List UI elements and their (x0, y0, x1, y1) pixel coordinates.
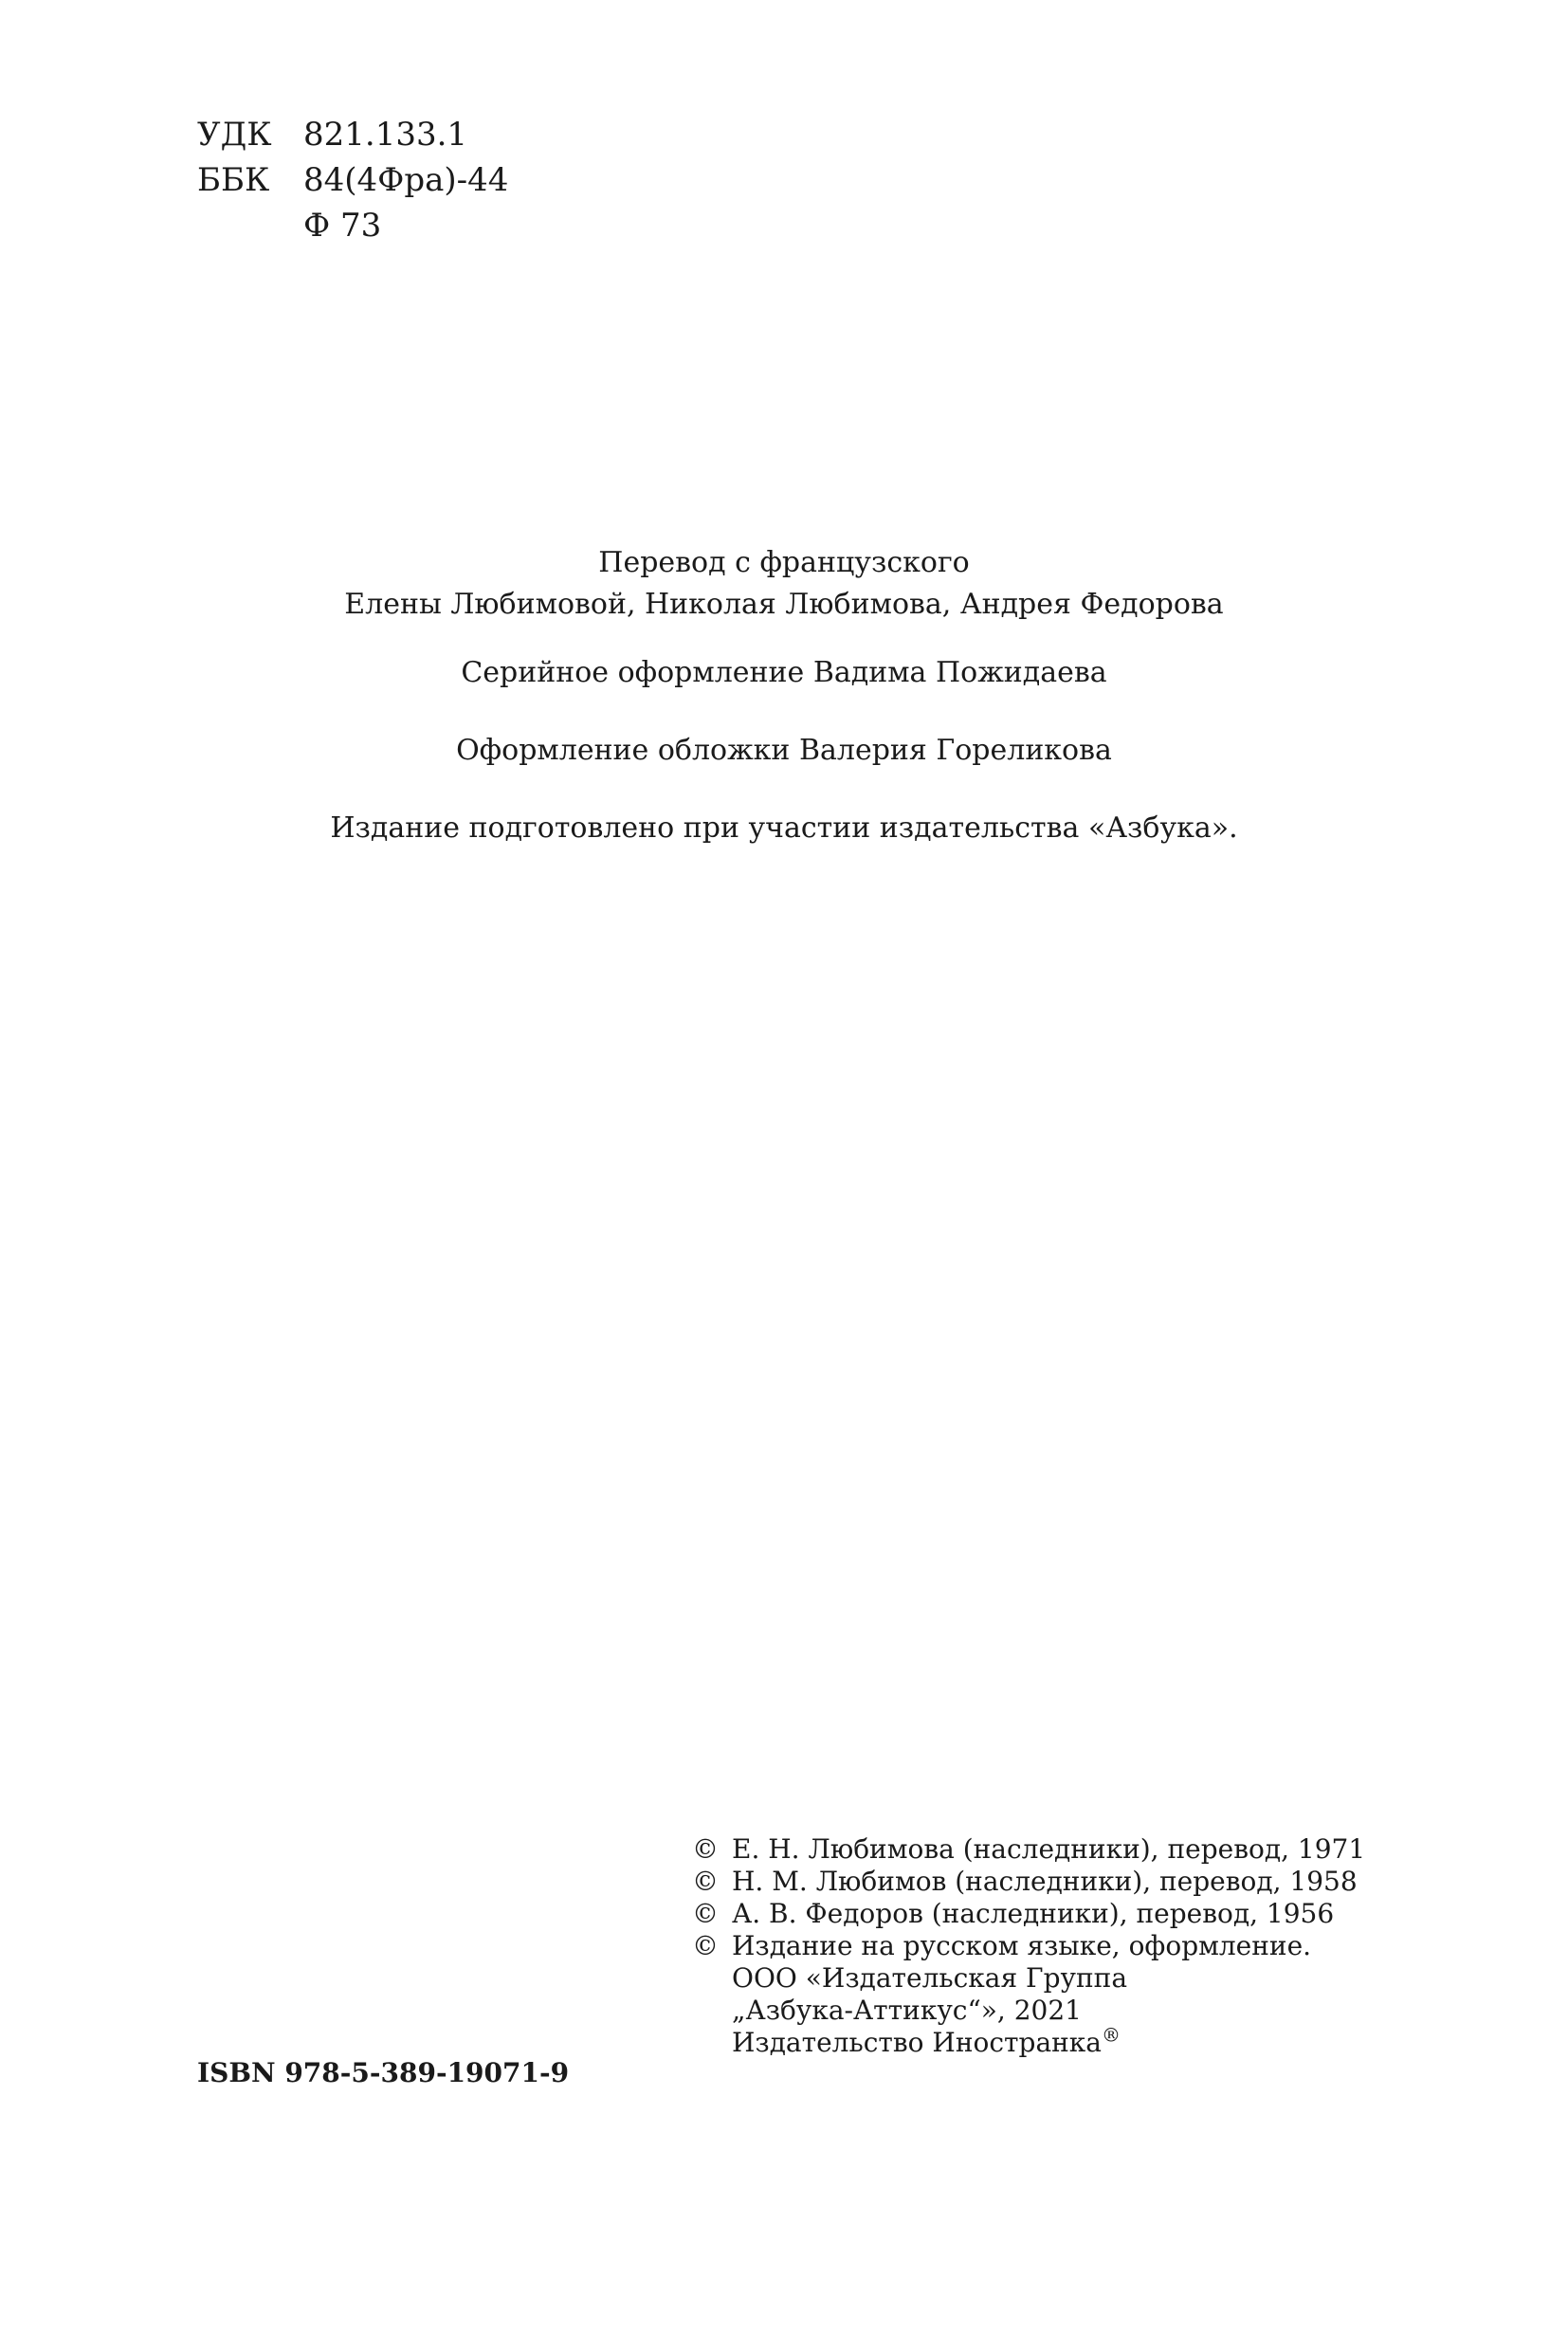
translation-line-2: Елены Любимовой, Николая Любимова, Андрея Федорова (344, 588, 1224, 621)
registered-mark: ® (1102, 2023, 1121, 2047)
copyright-text: Е. Н. Любимова (наследники), перевод, 1971 (732, 1833, 1366, 1865)
isbn: ISBN 978-5-389-19071-9 (197, 2057, 570, 2088)
copyright-continuation: „Азбука-Аттикус“», 2021 (732, 1995, 1082, 2026)
copyright-text: А. В. Федоров (наследники), перевод, 1956 (732, 1898, 1335, 1929)
publisher-line (692, 2023, 1365, 2059)
copyright-continuation: ООО «Издательская Группа (732, 1962, 1128, 1994)
copyright-line (692, 1866, 1365, 1898)
cover-design-credit: Оформление обложки Валерия Гореликова (456, 734, 1112, 767)
copyright-sign: © (692, 1930, 719, 1961)
series-design-credit: Серийное оформление Вадима Пожидаева (461, 656, 1107, 689)
copyright-sign: © (692, 1898, 719, 1929)
edition-note: Издание подготовлено при участии издательства «Азбука». (330, 811, 1238, 845)
udk-value: 821.133.1 (303, 116, 468, 154)
translation-line-1: Перевод с французского (598, 546, 970, 579)
credits-block (0, 542, 1568, 849)
copyright-line (692, 1930, 1365, 1962)
author-mark: Ф 73 (303, 207, 382, 245)
copyright-text: Издание на русском языке, оформление. (732, 1930, 1312, 1961)
copyright-block (692, 1833, 1365, 2059)
copyright-line (692, 1898, 1365, 1930)
bbk-row (197, 157, 508, 203)
publisher-name: Издательство Иностранка (732, 2027, 1102, 2058)
copyright-text: Н. М. Любимов (наследники), перевод, 1958 (732, 1866, 1358, 1897)
bbk-value: 84(4Фра)-44 (303, 161, 509, 199)
classification-block (197, 112, 508, 248)
author-mark-row (197, 203, 508, 248)
bbk-label: ББК (197, 161, 270, 199)
copyright-sign: © (692, 1833, 719, 1865)
udk-row (197, 112, 508, 157)
copyright-line (692, 1833, 1365, 1866)
udk-label: УДК (197, 116, 272, 154)
copyright-sign: © (692, 1866, 719, 1897)
